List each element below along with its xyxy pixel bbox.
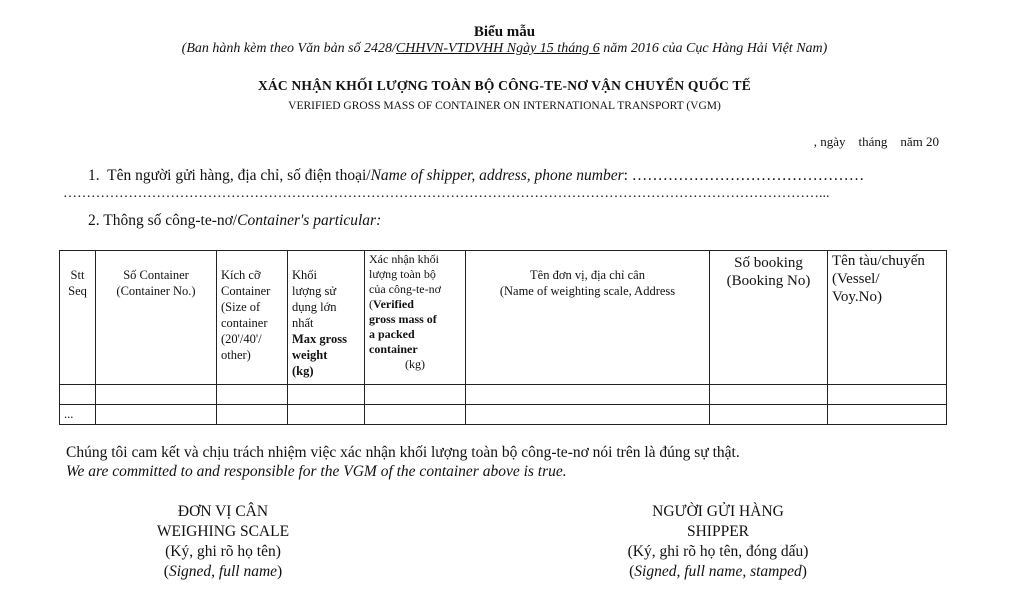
date-line: , ngày tháng năm 20 bbox=[813, 134, 939, 149]
shipper-label-en: Name of shipper, address, phone number bbox=[370, 167, 624, 184]
signature-note-en bbox=[108, 562, 338, 582]
subtitle-suffix: năm 2016 của Cục Hàng Hải Việt Nam) bbox=[599, 41, 828, 56]
subtitle-underlined: CHHVN-VTDVHH Ngày 15 tháng 6 bbox=[395, 41, 600, 56]
signature-note-en-text: Signed, full name bbox=[168, 563, 278, 580]
col-vgm-line: (kg) bbox=[405, 357, 425, 371]
col-vgm-line: Xác nhận khối bbox=[369, 252, 439, 266]
signature-paren-open: ( bbox=[629, 563, 635, 580]
signature-title-en: WEIGHING SCALE bbox=[156, 523, 290, 540]
col-vessel-line: Voy.No) bbox=[832, 289, 883, 305]
table-cell[interactable] bbox=[466, 405, 710, 425]
col-vgm-line: container bbox=[369, 342, 418, 356]
table-cell[interactable] bbox=[288, 385, 365, 405]
col-max-weight-header bbox=[288, 251, 365, 385]
container-heading-en: Container's particular: bbox=[237, 212, 382, 229]
table-cell[interactable] bbox=[217, 385, 288, 405]
col-max-weight-line: (kg) bbox=[292, 364, 314, 378]
signature-block-weighing-scale bbox=[108, 502, 338, 582]
shipper-dots-line: ………………………………………………………………………………………………………………………………………………... bbox=[63, 186, 830, 201]
col-seq-line: Seq bbox=[68, 284, 87, 298]
container-heading-vn: 2. Thông số công-te-nơ/ bbox=[88, 212, 238, 229]
commitment-en: We are committed to and responsible for the VGM of the container above is true. bbox=[66, 463, 567, 480]
col-vgm-line: lượng toàn bộ bbox=[369, 267, 436, 281]
col-size-line: (Size of bbox=[221, 300, 261, 314]
col-seq-line: Stt bbox=[70, 268, 85, 282]
table-cell[interactable] bbox=[710, 385, 828, 405]
form-title: Biểu mẫu bbox=[473, 24, 536, 40]
col-max-weight-line: dụng lớn bbox=[292, 300, 337, 314]
signature-title-vn: ĐƠN VỊ CÂN bbox=[177, 503, 269, 520]
signature-note-en-text: Signed, full name, stamped bbox=[634, 563, 802, 580]
col-vessel-header bbox=[828, 251, 947, 385]
signature-note-vn: (Ký, ghi rõ họ tên, đóng dấu) bbox=[627, 543, 809, 560]
col-container-no-line: Số Container bbox=[123, 268, 189, 282]
col-size-header bbox=[217, 251, 288, 385]
table-cell[interactable] bbox=[217, 405, 288, 425]
shipper-field-label bbox=[88, 167, 864, 185]
signature-block-shipper bbox=[588, 502, 848, 582]
form-subtitle bbox=[0, 41, 1009, 57]
en-heading: VERIFIED GROSS MASS OF CONTAINER ON INTERNATIONAL TRANSPORT (VGM) bbox=[288, 100, 721, 112]
table-cell[interactable] bbox=[365, 405, 466, 425]
signature-paren-close: ) bbox=[277, 563, 283, 580]
table-cell[interactable] bbox=[60, 385, 96, 405]
shipper-number: 1. bbox=[88, 167, 100, 184]
table-cell[interactable] bbox=[828, 385, 947, 405]
col-booking-line: (Booking No) bbox=[726, 273, 811, 289]
col-vgm-header bbox=[365, 251, 466, 385]
col-vgm-line: gross mass of bbox=[369, 312, 437, 326]
signature-note-en bbox=[588, 562, 848, 582]
col-scale-line: (Name of weighting scale, Address bbox=[499, 284, 676, 298]
col-vgm-line: a packed bbox=[369, 327, 415, 341]
container-heading bbox=[88, 212, 381, 230]
col-booking-line: Số booking bbox=[734, 255, 803, 271]
col-booking-header bbox=[710, 251, 828, 385]
signature-title-en: SHIPPER bbox=[686, 523, 750, 540]
col-vgm-line bbox=[369, 297, 461, 312]
table-cell[interactable] bbox=[96, 385, 217, 405]
col-vessel-line: Tên tàu/chuyến bbox=[832, 253, 925, 269]
table-cell[interactable] bbox=[96, 405, 217, 425]
col-vgm-line: của công-te-nơ bbox=[369, 282, 441, 296]
col-vessel-line: (Vessel/ bbox=[832, 271, 880, 287]
table-row bbox=[60, 385, 947, 405]
table-row bbox=[60, 405, 947, 425]
table-header-row bbox=[60, 251, 947, 385]
signature-paren-open: ( bbox=[163, 563, 169, 580]
commitment-vn: Chúng tôi cam kết và chịu trách nhiệm việc xác nhận khối lượng toàn bộ công-te-nơ nói trên là đúng sự thật. bbox=[66, 444, 740, 461]
table-cell[interactable] bbox=[466, 385, 710, 405]
col-max-weight-line: nhất bbox=[292, 316, 314, 330]
container-table bbox=[59, 250, 947, 425]
signature-paren-close: ) bbox=[801, 563, 807, 580]
subtitle-prefix: (Ban hành kèm theo Văn bản số 2428/ bbox=[181, 41, 396, 56]
table-cell-ellipsis[interactable]: ... bbox=[60, 405, 96, 425]
col-max-weight-line: Khối bbox=[292, 268, 317, 282]
col-vgm-paren: ( bbox=[369, 297, 373, 311]
col-container-no-line: (Container No.) bbox=[116, 284, 196, 298]
col-seq-header bbox=[60, 251, 96, 385]
table-cell[interactable] bbox=[828, 405, 947, 425]
col-max-weight-line: Max gross bbox=[292, 332, 347, 346]
vn-heading: XÁC NHẬN KHỐI LƯỢNG TOÀN BỘ CÔNG-TE-NƠ VẬN CHUYỂN QUỐC TẾ bbox=[258, 78, 751, 93]
table-cell[interactable] bbox=[288, 405, 365, 425]
signature-title-vn: NGƯỜI GỬI HÀNG bbox=[652, 503, 784, 520]
col-max-weight-line: weight bbox=[292, 348, 328, 362]
col-size-line: Container bbox=[221, 284, 271, 298]
col-scale-line: Tên đơn vị, địa chỉ cân bbox=[530, 268, 645, 282]
col-size-line: other) bbox=[221, 348, 251, 362]
col-max-weight-line: lượng sử bbox=[292, 284, 337, 298]
table-cell[interactable] bbox=[710, 405, 828, 425]
shipper-dots-inline: : ……………………………………… bbox=[623, 167, 865, 184]
shipper-label-vn: Tên người gửi hàng, địa chỉ, số điện thoại/ bbox=[107, 167, 371, 184]
table-cell[interactable] bbox=[365, 385, 466, 405]
signature-note-vn: (Ký, ghi rõ họ tên) bbox=[165, 543, 281, 560]
col-scale-header bbox=[466, 251, 710, 385]
col-size-line: Kích cỡ bbox=[221, 268, 261, 282]
col-size-line: (20'/40'/ bbox=[221, 332, 262, 346]
col-vgm-verified: Verified bbox=[373, 297, 414, 311]
col-size-line: container bbox=[221, 316, 268, 330]
col-container-no-header bbox=[96, 251, 217, 385]
